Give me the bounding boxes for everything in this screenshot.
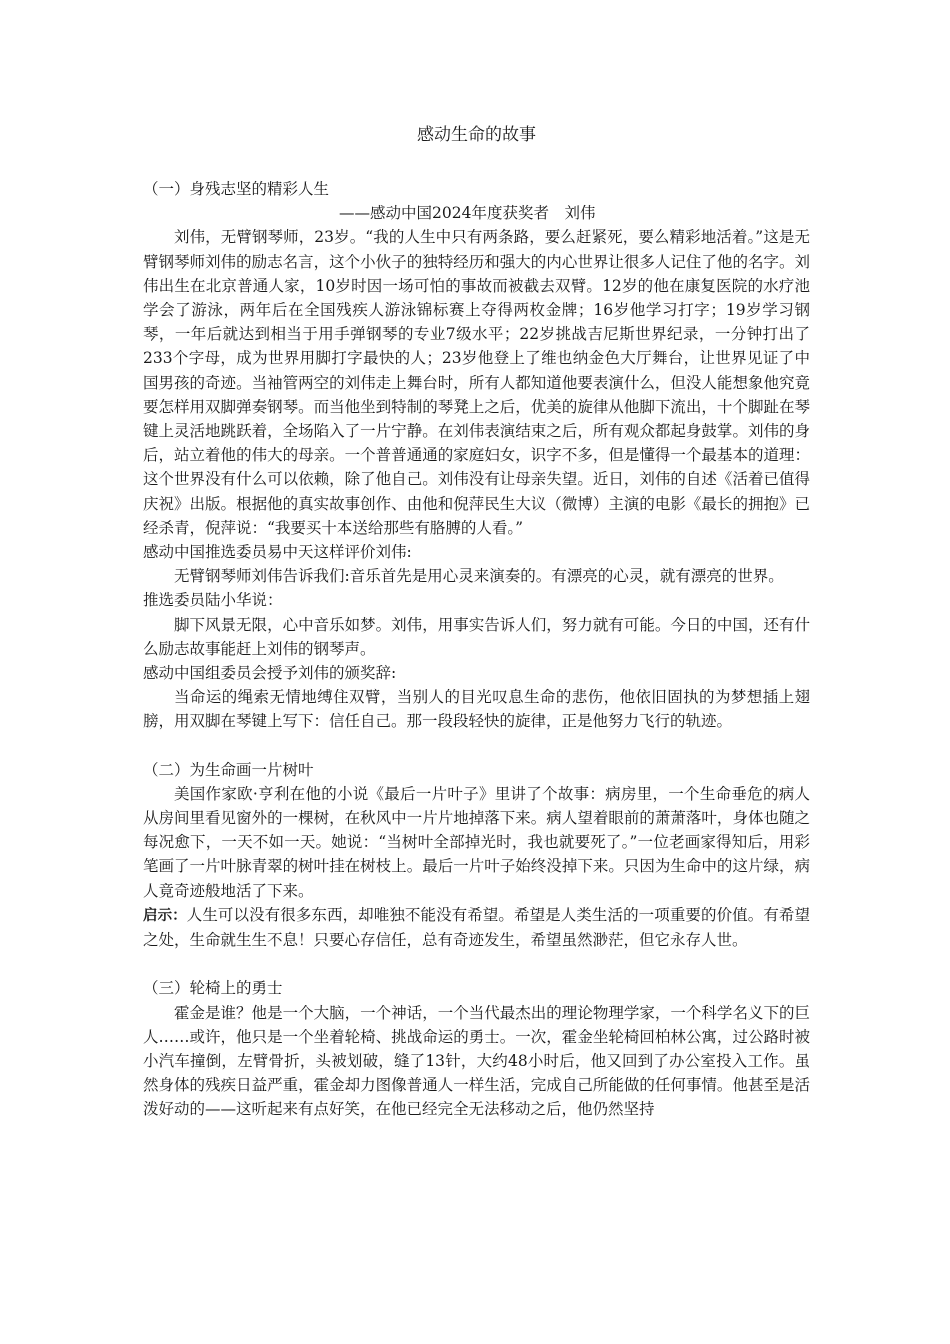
document-body bbox=[143, 122, 810, 1122]
section2-insight bbox=[143, 903, 810, 952]
section1-quote-yi: 无臂钢琴师刘伟告诉我们:音乐首先是用心灵来演奏的。有漂亮的心灵，就有漂亮的世界。 bbox=[174, 567, 784, 586]
section1-quote-lu: 脚下风景无限，心中音乐如梦。刘伟，用事实告诉人们，努力就有可能。今日的中国，还有什么励志故事能赶上刘伟的钢琴声。 bbox=[143, 615, 810, 658]
section1-label-yi: 感动中国推选委员易中天这样评价刘伟: bbox=[143, 543, 412, 562]
section2-paragraph: 美国作家欧·亨利在他的小说《最后一片叶子》里讲了个故事：病房里，一个生命垂危的病人从房间里看见窗外的一棵树，在秋风中一片片地掉落下来。病人望着眼前的萧萧落叶，身体也随之每况愈下，一天不如一天。她说：“当树叶全部掉光时，我也就要死了。”一位老画家得知后，用彩笔画了一片叶脉青翠的树叶挂在树枝上。最后一片叶子始终没掉下来。只因为生命中的这片绿，病人竟奇迹般地活了下来。 bbox=[143, 784, 810, 900]
section3-heading: （三）轮椅上的勇士 bbox=[143, 979, 283, 998]
section2-insight-label: 启示： bbox=[143, 907, 187, 924]
section1-quote-award: 当命运的绳索无情地缚住双臂，当别人的目光叹息生命的悲伤，他依旧固执的为梦想插上翅膀，用双脚在琴键上写下：信任自己。那一段段轻快的旋律，正是他努力飞行的轨迹。 bbox=[143, 688, 810, 731]
section1-label-award: 感动中国组委员会授予刘伟的颁奖辞: bbox=[143, 664, 397, 683]
section1-byline: ——感动中国2024年度获奖者 刘伟 bbox=[339, 204, 596, 223]
section2-insight-text: 人生可以没有很多东西，却唯独不能没有希望。希望是人类生活的一项重要的价值。有希望之处，生命就生生不息！只要心存信任，总有奇迹发生，希望虽然渺茫，但它永存人世。 bbox=[143, 905, 810, 950]
section1-heading: （一）身残志坚的精彩人生 bbox=[143, 180, 330, 198]
section-spacer bbox=[143, 952, 810, 976]
section1-label-lu: 推选委员陆小华说： bbox=[143, 591, 283, 610]
section3-paragraph: 霍金是谁？他是一个大脑，一个神话，一个当代最杰出的理论物理学家，一个科学名义下的巨人……或许，他只是一个坐着轮椅、挑战命运的勇士。一次，霍金坐轮椅回柏林公寓，过公路时被小汽车撞倒，左臂骨折，头被划破，缝了13针，大约48小时后，他又回到了办公室投入工作。虽然身体的残疾日益严重，霍金却力图像普通人一样生活，完成自己所能做的任何事情。他甚至是活泼好动的——这听起来有点好笑，在他已经完全无法移动之后，他仍然坚持 bbox=[143, 1003, 810, 1119]
section-spacer bbox=[143, 734, 810, 758]
document-title: 感动生命的故事 bbox=[417, 125, 536, 145]
section2-heading: （二）为生命画一片树叶 bbox=[143, 760, 314, 779]
section1-paragraph: 刘伟，无臂钢琴师，23岁。“我的人生中只有两条路，要么赶紧死，要么精彩地活着。”这是无臂钢琴师刘伟的励志名言，这个小伙子的独特经历和强大的内心世界让很多人记住了他的名字。刘伟出生在北京普通人家，10岁时因一场可怕的事故而被截去双臂。12岁的他在康复医院的水疗池学会了游泳，两年后在全国残疾人游泳锦标赛上夺得两枚金牌；16岁他学习打字；19岁学习钢琴，一年后就达到相当于用手弹钢琴的专业7级水平；22岁挑战吉尼斯世界纪录，一分钟打出了233个字母，成为世界用脚打字最快的人；23岁他登上了维也纳金色大厅舞台，让世界见证了中国男孩的奇迹。当袖管两空的刘伟走上舞台时，所有人都知道他要表演什么，但没人能想象他究竟要怎样用双脚弹奏钢琴。而当他坐到特制的琴凳上之后，优美的旋律从他脚下流出，十个脚趾在琴键上灵活地跳跃着，全场陷入了一片宁静。在刘伟表演结束之后，所有观众都起身鼓掌。刘伟的身后，站立着他的伟大的母亲。一个普普通通的家庭妇女，识字不多，但是懂得一个最基本的道理：这个世界没有什么可以依赖，除了他自己。刘伟没有让母亲失望。近日，刘伟的自述《活着已值得庆祝》出版。根据他的真实故事创作、由他和倪萍民生大议（微博）主演的电影《最长的拥抱》已经杀青，倪萍说：“我要买十本送给那些有胳膊的人看。” bbox=[143, 228, 810, 537]
